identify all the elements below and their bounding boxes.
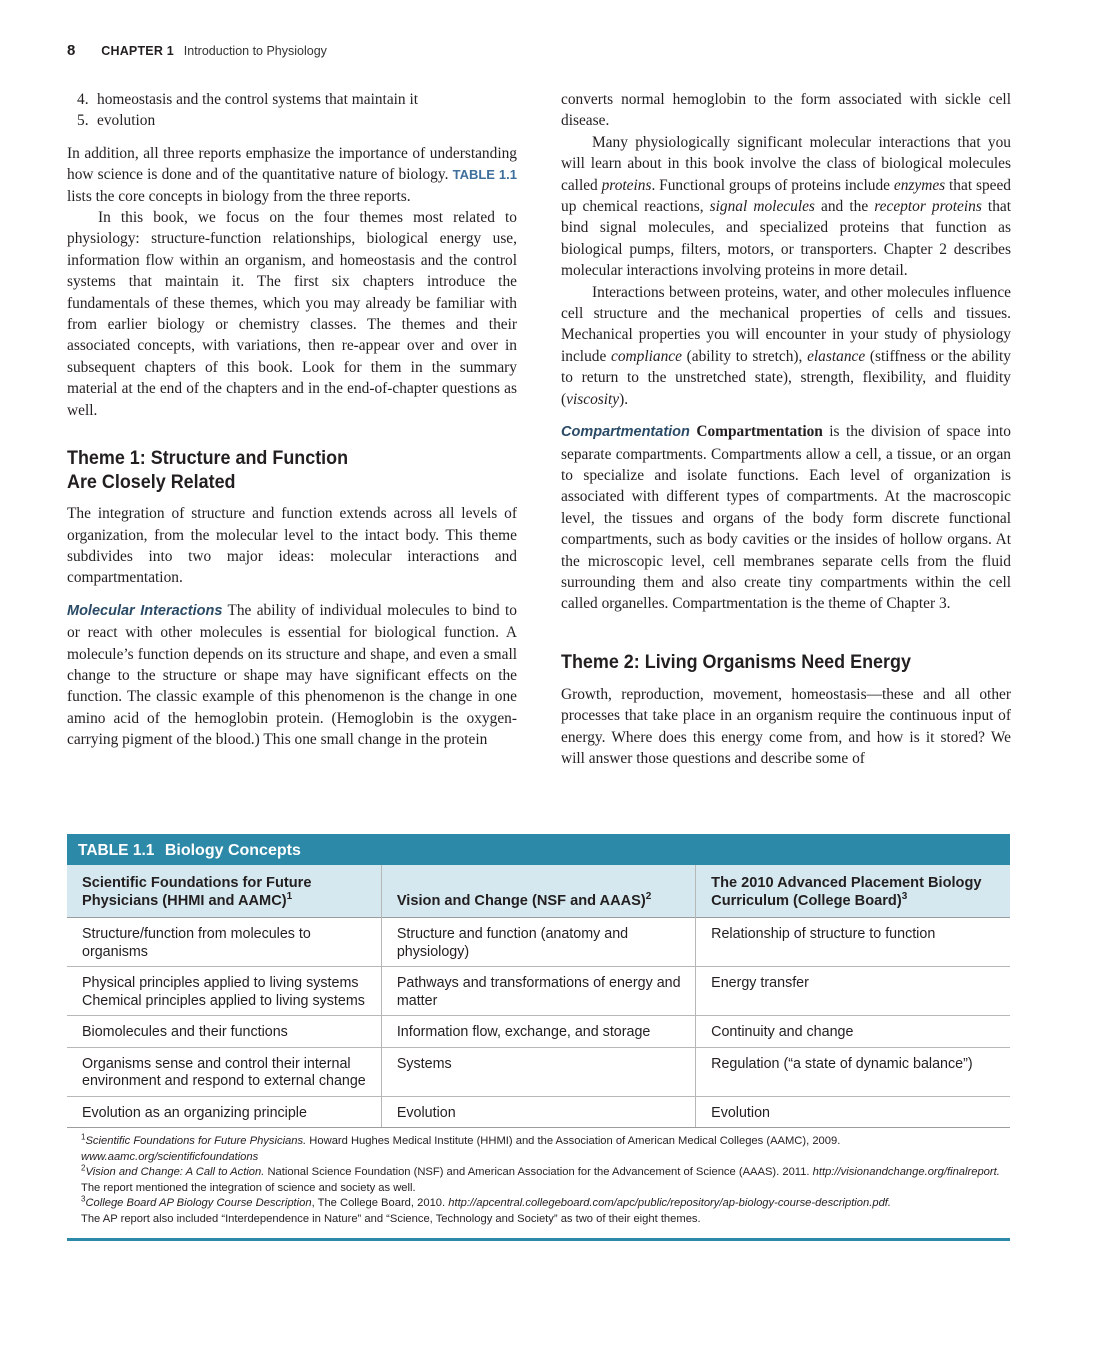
footnote-link[interactable]: http://visionandchange.org/finalreport. [812, 1166, 1000, 1178]
theme-list [67, 89, 517, 132]
paragraph: The integration of structure and function extends across all levels of organization, from the molecular level to the intact body. This theme subdivides into two major ideas: molecular interactions and compartmentation. [67, 505, 517, 587]
table-bottom-rule [67, 1238, 1010, 1241]
footnote-link[interactable]: http://apcentral.collegeboard.com/apc/public/repository/ap-biology-course-description.pdf. [448, 1197, 892, 1209]
running-header [67, 42, 327, 59]
table-label: TABLE 1.1 [78, 842, 155, 859]
paragraph: converts normal hemoglobin to the form associated with sickle cell disease. [561, 91, 1011, 130]
table-row [67, 918, 1010, 967]
table-title-bar [67, 834, 1010, 865]
table-cell: Physical principles applied to living systems Chemical principles applied to living systems [67, 967, 381, 1016]
column-header: The 2010 Advanced Placement Biology Curriculum (College Board)$^3$ [696, 865, 1010, 918]
list-item [67, 89, 517, 110]
table-cell: Systems [381, 1047, 695, 1096]
run-in-heading: Molecular Interactions [67, 602, 223, 619]
table-reference-link[interactable]: TABLE 1.1 [452, 167, 517, 183]
column-header: Vision and Change (NSF and AAAS)$^2$ [381, 865, 695, 918]
table-row [67, 1047, 1010, 1096]
table-row [67, 1096, 1010, 1127]
table-cell: Information flow, exchange, and storage [381, 1016, 695, 1048]
table-cell: Energy transfer [696, 967, 1010, 1016]
table-cell: Biomolecules and their functions [67, 1016, 381, 1048]
table-footnotes [67, 1127, 1010, 1227]
section-heading-theme1: Theme 1: Structure and Function Are Closely Related [67, 447, 349, 494]
footnote: $^2$Vision and Change: A Call to Action. National Science Foundation (NSF) and American Association for the Advancement of Science (AAAS). 2011. http://visionandchange.org/finalreport. The report mentioned the integration of science and society as well. [81, 1163, 1000, 1194]
table-cell: Structure and function (anatomy and physiology) [381, 918, 695, 967]
table-row [67, 1016, 1010, 1048]
table-cell: Pathways and transformations of energy and matter [381, 967, 695, 1016]
list-text: evolution [97, 112, 156, 130]
footnote: $^3$College Board AP Biology Course Description, The College Board, 2010. http://apcentral.collegeboard.com/apc/public/repository/ap-biology-course-description.pdf. [81, 1194, 892, 1209]
table-row [67, 967, 1010, 1016]
footnote-link[interactable]: www.aamc.org/scientificfoundations [81, 1150, 259, 1163]
paragraph: In addition, all three reports emphasize the importance of understanding how science is done and of the quantitative nature of biology. TABLE 1.1 lists the core concepts in biology from the three reports. [67, 144, 517, 205]
table-cell: Regulation (“a state of dynamic balance”) [696, 1047, 1010, 1096]
paragraph: In this book, we focus on the four themes most related to physiology: structure-function relationships, biological energy use, information flow within an organism, and homeostasis and the control systems that maintain it. The first six chapters introduce the fundamentals of these themes, which you may already be familiar with from earlier biology or chemistry classes. The themes and their associated concepts, with variations, then re-appear over and over in subsequent chapters of this book. Look for them in the summary material at the end of the chapters and in the end-of-chapter questions as well. [67, 209, 517, 419]
footnote: $^1$Scientific Foundations for Future Physicians. Howard Hughes Medical Institute (HHMI) and the Association of American Medical Colleges (AAMC), 2009. www.aamc.org/scientificfoundations [81, 1132, 841, 1163]
section-heading-theme2: Theme 2: Living Organisms Need Energy [561, 650, 911, 673]
paragraph: Compartmentation Compartmentation is the division of space into separate compartments. Compartments allow a cell, a tissue, or an organ to specialize and isolate functions. Each level of organization is associated with different types of compartments. At the macroscopic level, the tissues and organs of the body form discrete functional compartments, such as body cavities or the insides of hollow organs. At the microscopic level, cell membranes separate cells from the fluid surrounding them and also create tiny compartments within the cell called organelles. Compartmentation is the theme of Chapter 3. [561, 423, 1011, 613]
footnote: The AP report also included “Interdependence in Nature” and “Science, Technology and Society” as two of their eight themes. [81, 1212, 701, 1225]
table-cell: Organisms sense and control their internal environment and respond to external change [67, 1047, 381, 1096]
paragraph: Molecular Interactions The ability of individual molecules to bind to or react with other molecules is essential for biological function. A molecule’s function depends on its structure and shape, and even a small change to the structure or shape may have significant effects on the function. The classic example of this phenomenon is the change in one amino acid of the hemoglobin protein. (Hemoglobin is the oxygen-carrying pigment of the blood.) This one small change in the protein [67, 601, 517, 749]
list-number: 4. [77, 91, 89, 108]
column-header: Scientific Foundations for Future Physicians (HHMI and AAMC)$^1$ [67, 865, 381, 918]
table-cell: Continuity and change [696, 1016, 1010, 1048]
table-title: Biology Concepts [164, 842, 301, 859]
chapter-label: CHAPTER 1 [101, 44, 174, 58]
table-cell: Relationship of structure to function [696, 918, 1010, 967]
list-item [67, 110, 517, 131]
table-cell: Structure/function from molecules to organisms [67, 918, 381, 967]
chapter-title: Introduction to Physiology [183, 44, 327, 58]
biology-concepts-table [67, 834, 1010, 1241]
paragraph: Many physiologically significant molecular interactions that you will learn about in this book involve the class of biological molecules called proteins. Functional groups of proteins include enzymes that speed up chemical reactions, signal molecules and the receptor proteins that bind signal molecules, and specialized proteins that function as biological pumps, filters, motors, or transporters. Chapter 2 describes molecular interactions involving proteins in more detail. [561, 133, 1011, 280]
right-column [561, 89, 1011, 769]
run-in-heading: Compartmentation [561, 424, 690, 441]
table-cell: Evolution [696, 1096, 1010, 1127]
paragraph: Interactions between proteins, water, and other molecules influence cell structure and the mechanical properties of cells and tissues. Mechanical properties you will encounter in your study of physiology include compliance (ability to stretch), elastance (stiffness or the ability to return to the unstretched state), strength, flexibility, and fluidity (viscosity). [561, 283, 1012, 408]
page-number: 8 [67, 42, 76, 59]
table-cell: Evolution as an organizing principle [67, 1096, 381, 1127]
list-text: homeostasis and the control systems that maintain it [97, 91, 419, 108]
list-number: 5. [77, 112, 89, 130]
left-column [67, 89, 517, 751]
paragraph: Growth, reproduction, movement, homeostasis—these and all other processes that take place in an organism require the continuous input of energy. Where does this energy come from, and how is it stored? We will answer those questions and describe some of [561, 685, 1011, 767]
table-cell: Evolution [381, 1096, 695, 1127]
